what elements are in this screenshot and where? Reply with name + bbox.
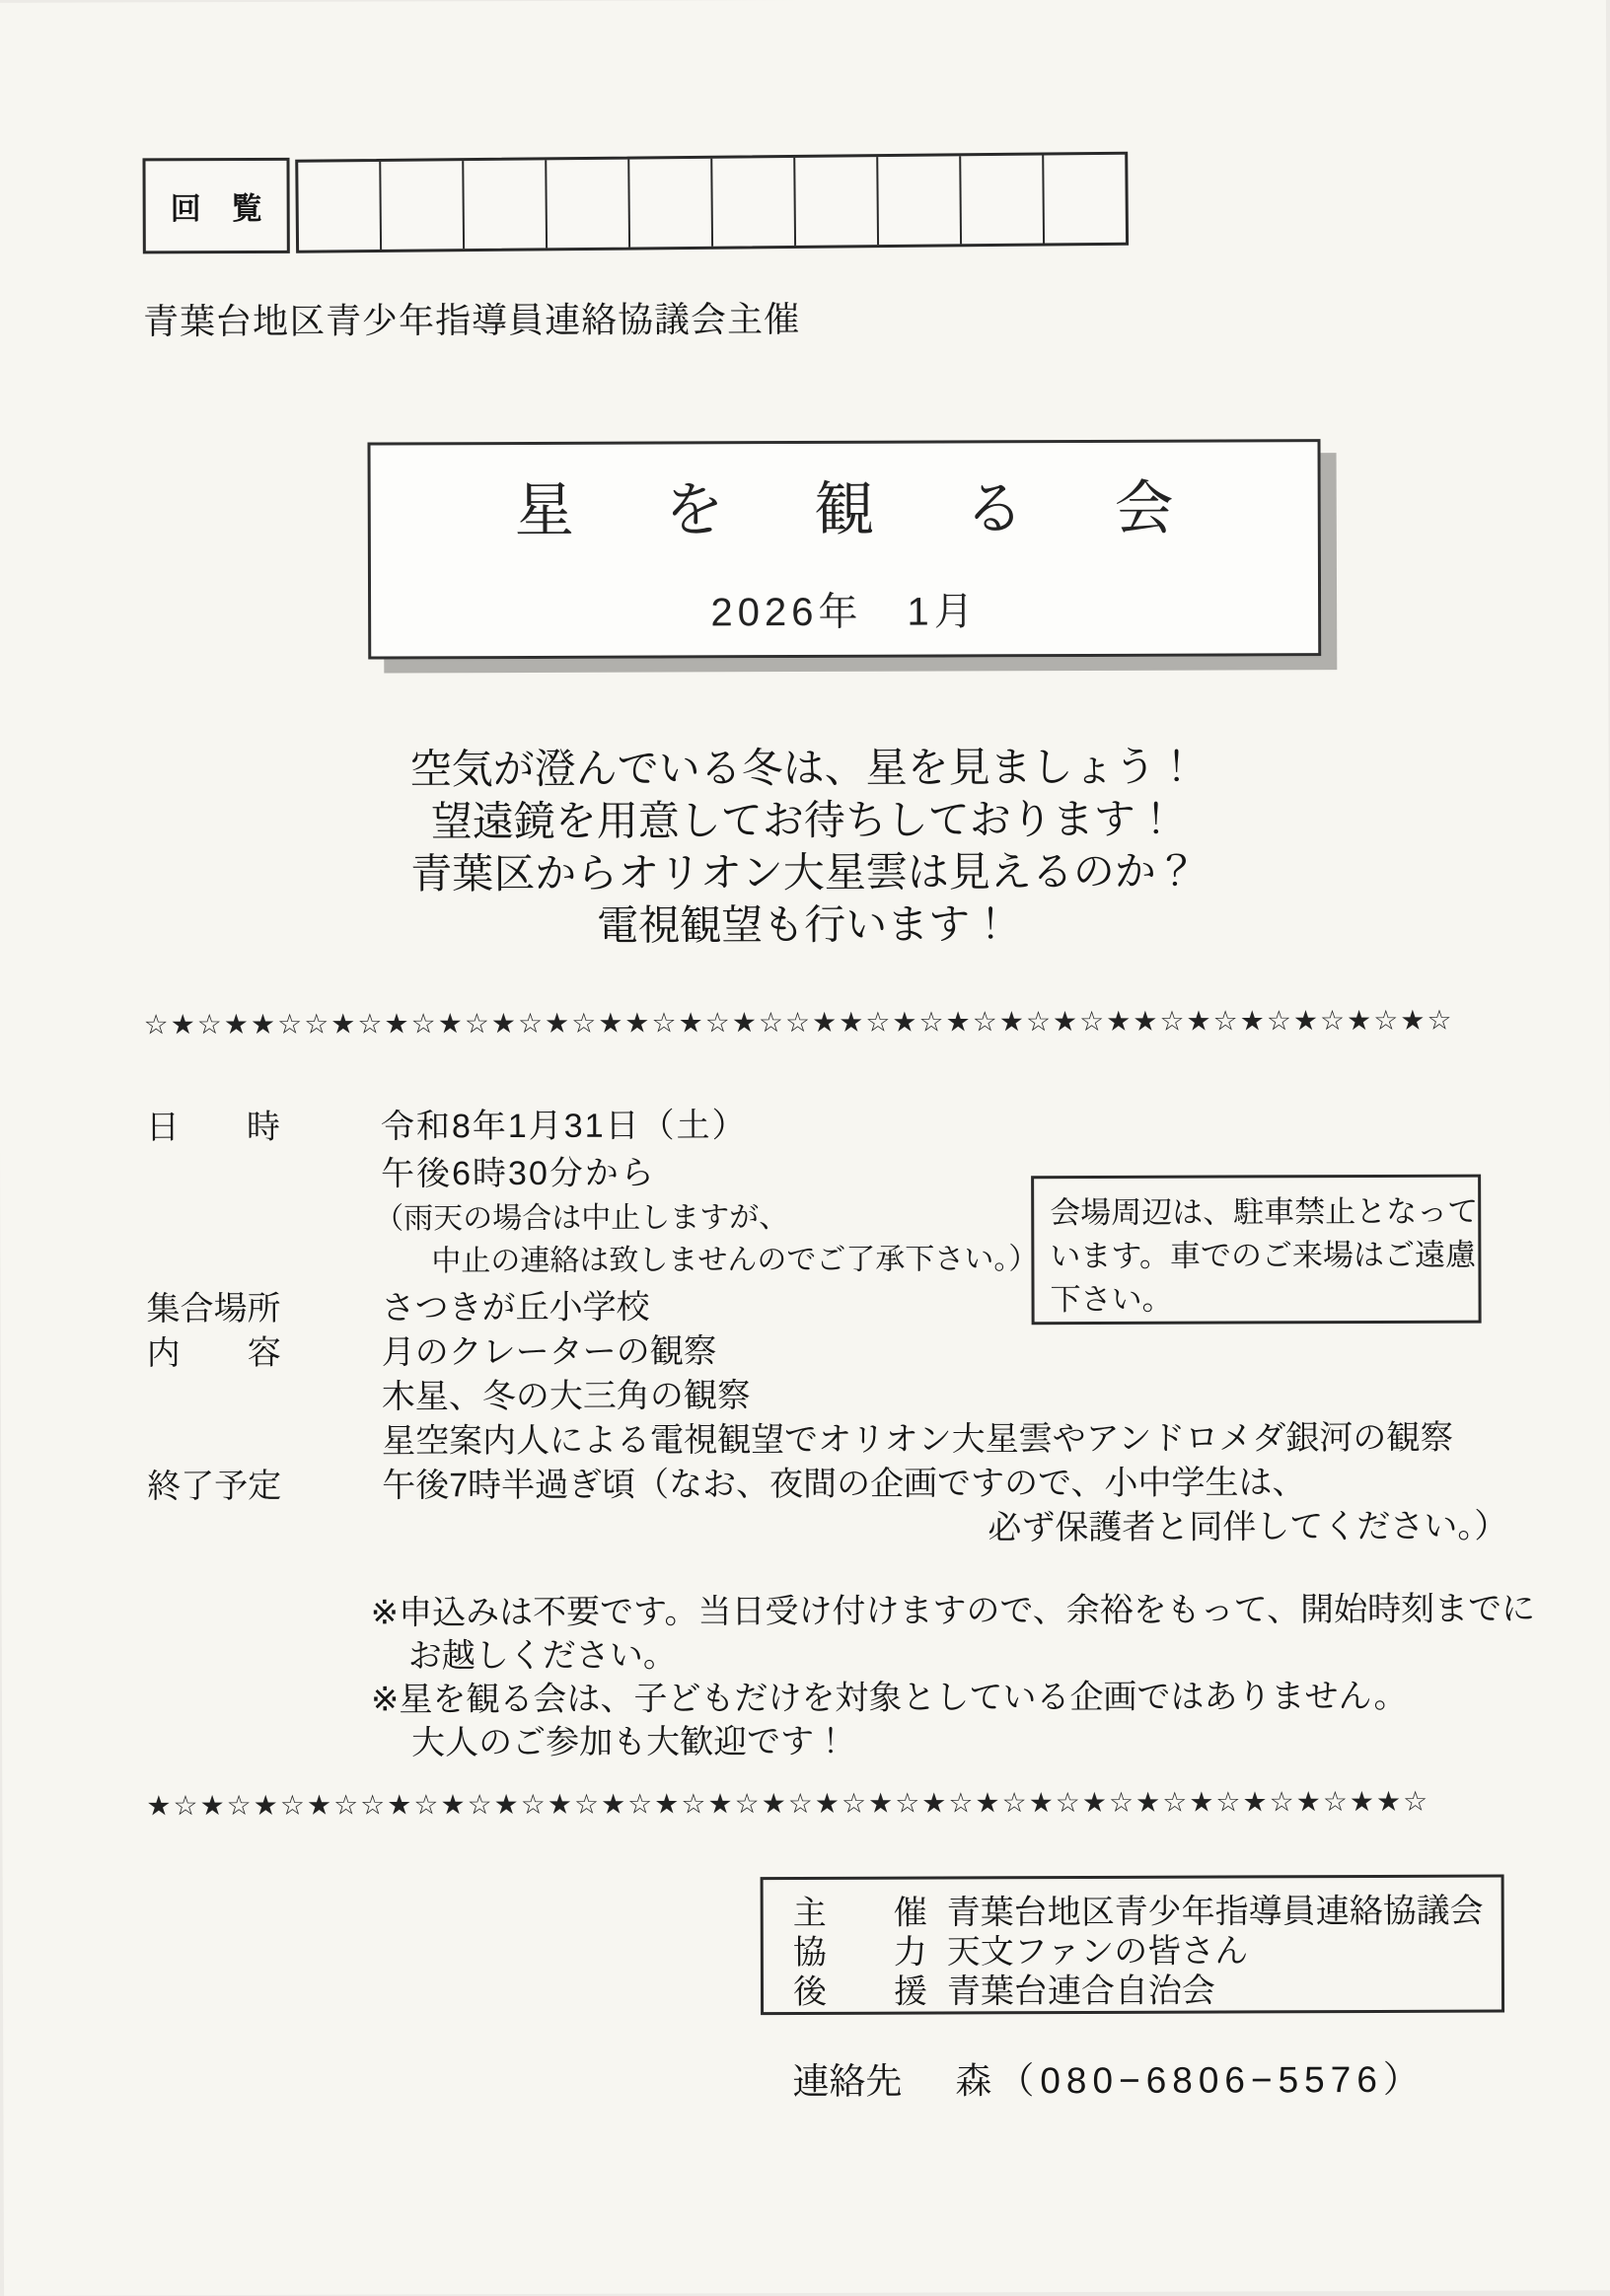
kairan-grid-cell xyxy=(298,162,382,251)
end-time-label: 終了予定 xyxy=(147,1467,282,1506)
event-title: 星 を 観 る 会 xyxy=(514,474,1190,543)
credits-row xyxy=(793,1971,1484,2012)
credits-row xyxy=(793,1892,1484,1933)
datetime-label: 日 時 xyxy=(145,1108,280,1147)
end-time-value-cont: 必ず保護者と同伴してください。） xyxy=(988,1507,1508,1547)
kairan-grid-cell xyxy=(961,156,1045,245)
intro-line: 望遠鏡を用意してお待ちしております！ xyxy=(430,795,1177,845)
kairan-grid-cell xyxy=(547,160,630,249)
kairan-label-box xyxy=(142,158,289,254)
contact-line xyxy=(792,2049,1426,2105)
credits-row xyxy=(793,1931,1484,1973)
content-line: 木星、冬の大三角の観察 xyxy=(381,1377,751,1416)
parking-notice-line: 下さい。 xyxy=(1050,1281,1173,1318)
content-label: 内 容 xyxy=(146,1333,281,1373)
credits-box xyxy=(761,1875,1504,2016)
parking-notice-line: います。車でのご来場はご遠慮 xyxy=(1050,1237,1476,1274)
organizer-line: 青葉台地区青少年指導員連絡協議会主催 xyxy=(143,299,801,342)
credit-org: 天文ファンの皆さん xyxy=(946,1932,1249,1972)
note-line: ※星を観る会は、子どもだけを対象としている企画ではありません。 xyxy=(370,1677,1408,1719)
note-line: ※申込みは不要です。当日受け付けますので、余裕をもって、開始時刻までに xyxy=(370,1590,1536,1632)
kairan-grid-cell xyxy=(381,161,465,250)
intro-line: 電視観望も行います！ xyxy=(597,900,1012,949)
parking-notice-box xyxy=(1031,1175,1482,1326)
kairan-grid xyxy=(295,152,1129,253)
kairan-grid-cell xyxy=(795,157,879,246)
intro-line: 空気が澄んでいる冬は、星を見ましょう！ xyxy=(409,743,1198,793)
kairan-grid-cell xyxy=(1044,155,1126,244)
end-time-value: 午後7時半過ぎ頃（なお、夜間の企画ですので、小中学生は、 xyxy=(382,1464,1306,1505)
contact-value: 森（080−6806−5576） xyxy=(955,2058,1426,2102)
kairan-grid-cell xyxy=(629,159,713,248)
credit-org: 青葉台連合自治会 xyxy=(946,1972,1216,2011)
place-label: 集合場所 xyxy=(146,1289,281,1328)
title-box xyxy=(368,439,1322,659)
credit-role: 協 力 xyxy=(792,1933,927,1973)
kairan-grid-cell xyxy=(712,158,796,247)
kairan-grid-cell xyxy=(878,156,962,245)
rain-note-line2: 中止の連絡は致しませんのでご了承下さい。） xyxy=(431,1243,1039,1278)
kairan-grid-cell xyxy=(464,160,548,249)
event-date-subtitle: 2026年 1月 xyxy=(710,589,979,634)
intro-line: 青葉区からオリオン大星雲は見えるのか？ xyxy=(410,847,1198,897)
place-value: さつきが丘小学校 xyxy=(381,1288,650,1327)
star-divider-top: ☆★☆★★☆☆★☆★☆★☆★☆★☆★★☆★☆★☆☆★★☆★☆★☆★☆★☆★★☆★☆★☆★☆★☆★☆ xyxy=(143,1004,1454,1040)
content-line: 月のクレーターの観察 xyxy=(381,1332,717,1372)
kairan-label: 回 覧 xyxy=(170,190,262,227)
star-divider-bottom: ★☆★☆★☆★☆☆★☆★☆★☆★☆★☆★☆★☆★☆★☆★☆★☆★☆★☆★☆★☆★☆★☆★☆★★☆ xyxy=(146,1785,1430,1822)
intro-block xyxy=(0,739,1609,954)
contact-label: 連絡先 xyxy=(792,2060,903,2103)
datetime-start-time: 午後6時30分から xyxy=(381,1154,656,1193)
credit-org: 青葉台地区青少年指導員連絡協議会 xyxy=(946,1892,1484,1932)
credit-role: 主 催 xyxy=(792,1894,927,1933)
parking-notice-line: 会場周辺は、駐車禁止となって xyxy=(1050,1193,1479,1231)
note-line: 大人のご参加も大歓迎です！ xyxy=(411,1722,848,1762)
credit-role: 後 援 xyxy=(792,1973,928,2012)
content-line: 星空案内人による電視観望でオリオン大星雲やアンドロメダ銀河の観察 xyxy=(381,1418,1454,1461)
rain-note-line1: （雨天の場合は中止しますが、 xyxy=(374,1201,789,1236)
datetime-value: 令和8年1月31日（土） xyxy=(380,1107,748,1146)
note-line: お越しください。 xyxy=(407,1636,677,1676)
